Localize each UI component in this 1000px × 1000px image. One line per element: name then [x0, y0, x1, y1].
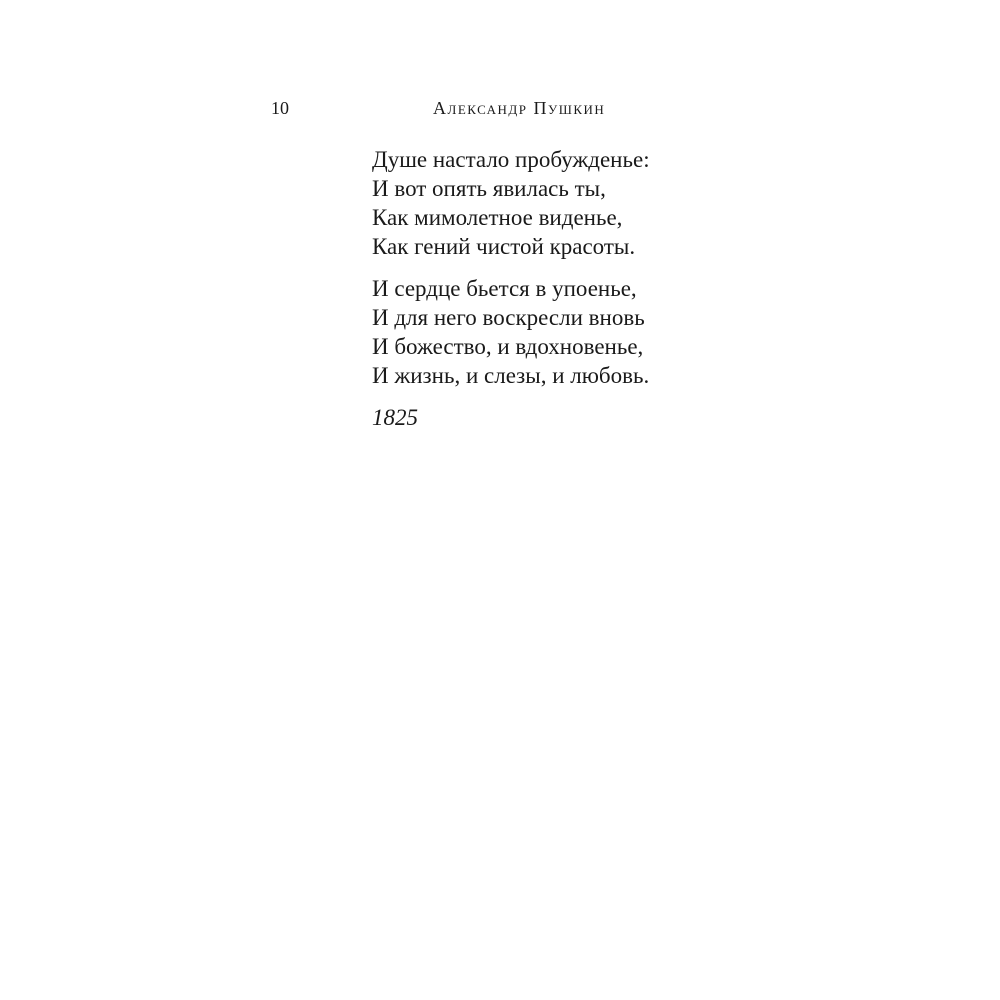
- verse-line: И для него воскресли вновь: [372, 305, 645, 330]
- poem: [372, 145, 650, 432]
- verse-line: Как мимолетное виденье,: [372, 205, 623, 230]
- verse-line: Как гений чистой красоты.: [372, 234, 636, 259]
- running-head: Александр Пушкин: [433, 98, 606, 118]
- verse-line: Душе настало пробужденье:: [372, 147, 650, 172]
- poem-date: 1825: [372, 405, 418, 430]
- verse-line: И вот опять явилась ты,: [372, 176, 606, 201]
- stanza-2: [372, 274, 650, 390]
- verse-line: И божество, и вдохновенье,: [372, 334, 644, 359]
- verse-line: И жизнь, и слезы, и любовь.: [372, 363, 650, 388]
- page-number: 10: [271, 98, 289, 118]
- verse-line: И сердце бьется в упоенье,: [372, 276, 637, 301]
- stanza-1: [372, 145, 650, 261]
